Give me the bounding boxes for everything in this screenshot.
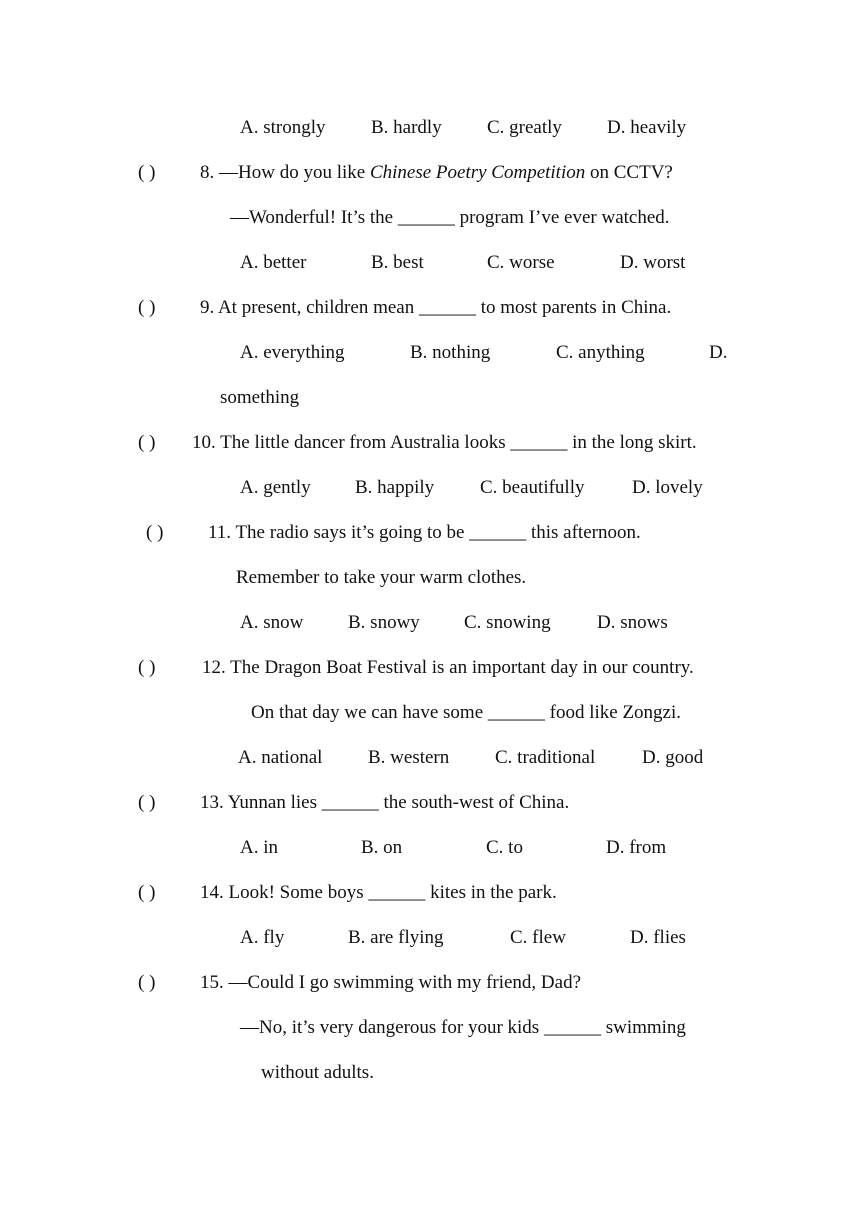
option-c: C. to — [486, 837, 523, 858]
question-text — [200, 161, 673, 185]
question-text: 13. Yunnan lies ______ the south-west of China. — [200, 792, 570, 813]
option-a: A. fly — [240, 927, 285, 948]
option-d: D. heavily — [607, 117, 687, 138]
option-c: C. flew — [510, 927, 566, 948]
option-b: B. snowy — [348, 612, 420, 633]
option-c: C. traditional — [495, 747, 596, 768]
answer-bracket: ( ) — [138, 162, 156, 183]
option-b: B. happily — [355, 477, 435, 498]
answer-bracket: ( ) — [138, 792, 156, 813]
answer-bracket: ( ) — [138, 972, 156, 993]
answer-bracket: ( ) — [138, 657, 156, 678]
answer-bracket: ( ) — [146, 522, 164, 543]
option-b: B. hardly — [371, 117, 442, 138]
option-d: D. snows — [597, 612, 668, 633]
option-b: B. on — [361, 837, 403, 858]
option-b: B. western — [368, 747, 450, 768]
question-text: 15. —Could I go swimming with my friend, Dad? — [200, 972, 582, 993]
option-c: C. anything — [556, 342, 645, 363]
question-line-2: On that day we can have some ______ food like Zongzi. — [251, 702, 682, 723]
question-text: 9. At present, children mean ______ to most parents in China. — [200, 297, 672, 318]
option-c: C. greatly — [487, 117, 562, 138]
option-a: A. better — [240, 252, 307, 273]
answer-bracket: ( ) — [138, 882, 156, 903]
question-text: 11. The radio says it’s going to be ______ this afternoon. — [208, 522, 641, 543]
option-d: D. flies — [630, 927, 686, 948]
question-line-3: without adults. — [261, 1062, 374, 1083]
program-title: Chinese Poetry Competition — [369, 162, 586, 183]
option-b: B. are flying — [348, 927, 444, 948]
question-line-2: —Wonderful! It’s the ______ program I’ve ever watched. — [230, 207, 670, 228]
option-b: B. best — [371, 252, 424, 273]
option-b: B. nothing — [410, 342, 491, 363]
option-d: D. lovely — [632, 477, 703, 498]
question-line-2: —No, it’s very dangerous for your kids ______ swimming — [240, 1017, 686, 1038]
option-a: A. national — [238, 747, 323, 768]
answer-bracket: ( ) — [138, 297, 156, 318]
option-a: A. strongly — [240, 117, 326, 138]
answer-bracket: ( ) — [138, 432, 156, 453]
option-d: D. from — [606, 837, 667, 858]
option-a: A. everything — [240, 342, 345, 363]
option-c: C. worse — [487, 252, 555, 273]
question-text: 10. The little dancer from Australia looks ______ in the long skirt. — [192, 432, 697, 453]
question-text: 12. The Dragon Boat Festival is an important day in our country. — [202, 657, 694, 678]
question-line-2: Remember to take your warm clothes. — [236, 567, 527, 588]
question-prefix: 8. —How do you like — [200, 162, 370, 183]
question-text: 14. Look! Some boys ______ kites in the park. — [200, 882, 557, 903]
option-d: D. worst — [620, 252, 686, 273]
option-a: A. snow — [240, 612, 304, 633]
option-a: A. gently — [240, 477, 311, 498]
option-a: A. in — [240, 837, 278, 858]
option-c: C. beautifully — [480, 477, 585, 498]
option-d-wrap: something — [220, 387, 300, 408]
option-c: C. snowing — [464, 612, 551, 633]
option-d: D. good — [642, 747, 704, 768]
option-d: D. — [709, 342, 728, 363]
question-suffix: on CCTV? — [585, 162, 673, 183]
